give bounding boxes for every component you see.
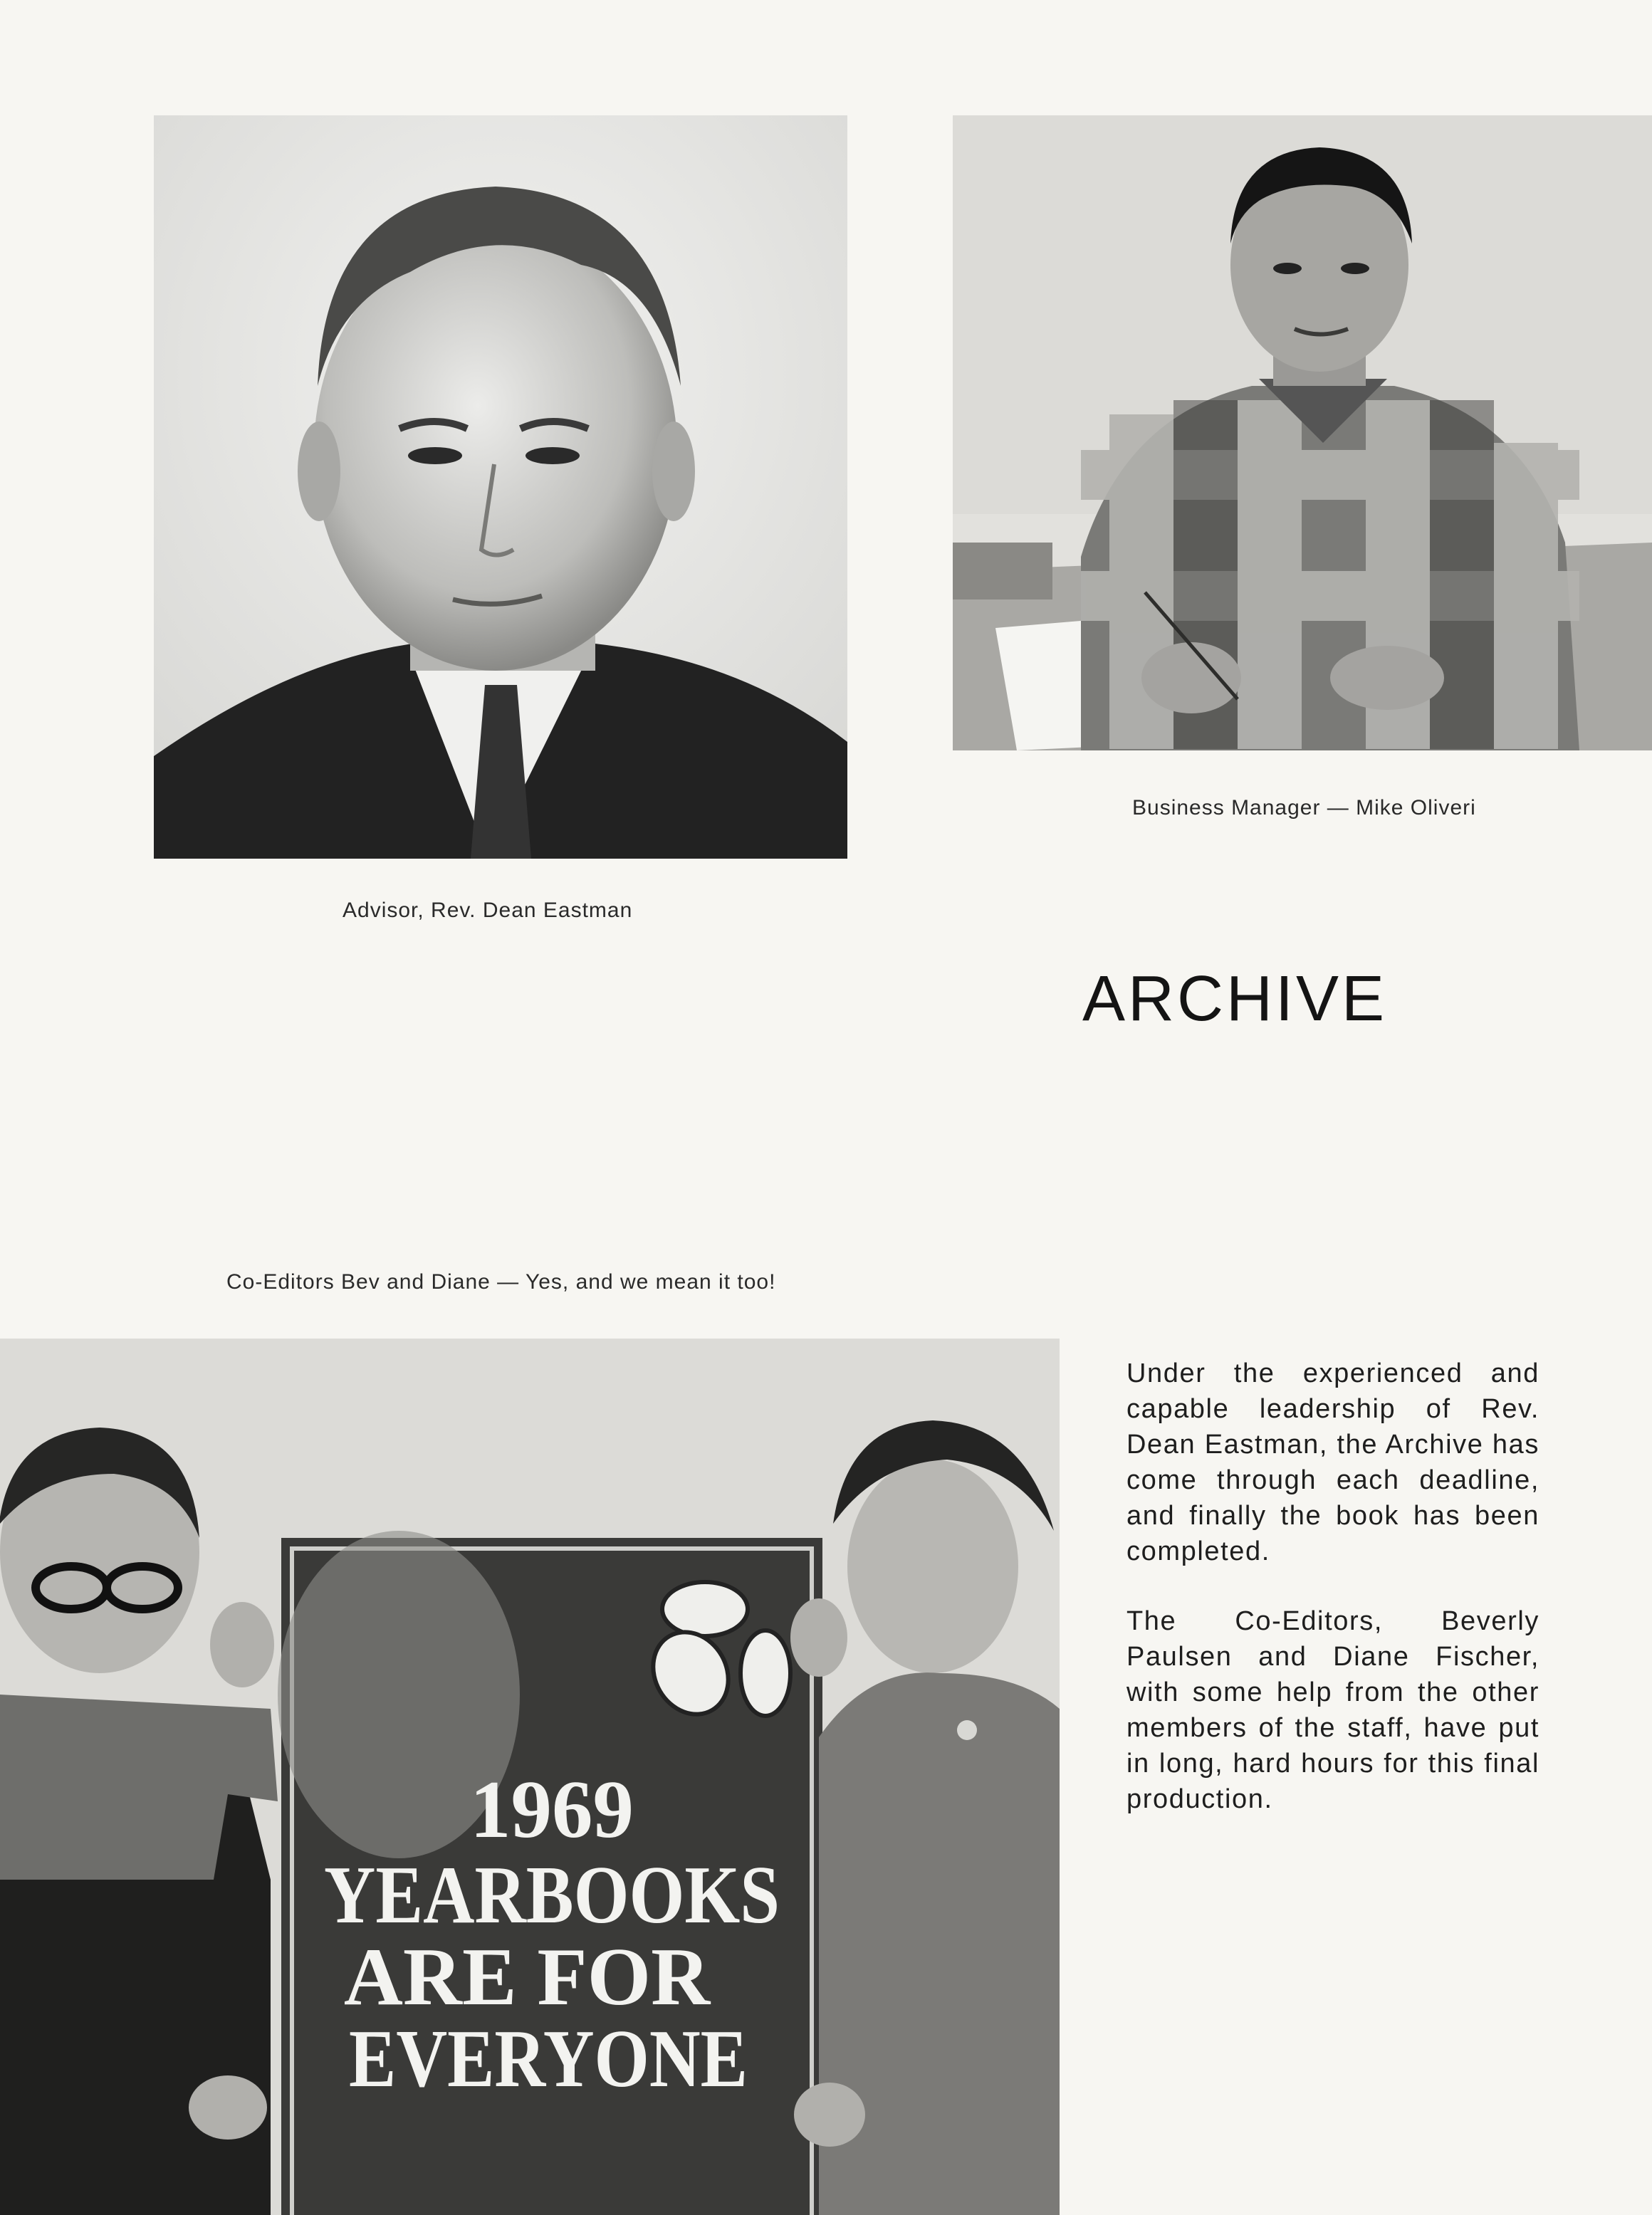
business-manager-caption: Business Manager — Mike Oliveri — [1132, 796, 1476, 820]
advisor-photo — [154, 115, 847, 859]
poster-line-1: 1969 — [470, 1764, 634, 1855]
business-manager-photo — [953, 115, 1652, 750]
poster-line-2: YEARBOOKS — [324, 1850, 780, 1940]
advisor-caption: Advisor, Rev. Dean Eastman — [343, 899, 633, 922]
body-paragraph-2: The Co-Editors, Beverly Paulsen and Diane Fischer, with some help from the other members of the staff, have put in long, hard hours for this final production. — [1126, 1606, 1539, 1814]
section-title: ARCHIVE — [1082, 963, 1388, 1035]
body-paragraph-1: Under the experienced and capable leadership of Rev. Dean Eastman, the Archive has come through each deadline, and finally the book has been completed. — [1126, 1358, 1539, 1566]
co-editors-caption: Co-Editors Bev and Diane — Yes, and we mean it too! — [226, 1270, 776, 1294]
co-editors-photo — [0, 1339, 1060, 2215]
poster-line-3: ARE FOR — [343, 1932, 711, 2022]
poster-line-4: EVERYONE — [349, 2014, 748, 2104]
